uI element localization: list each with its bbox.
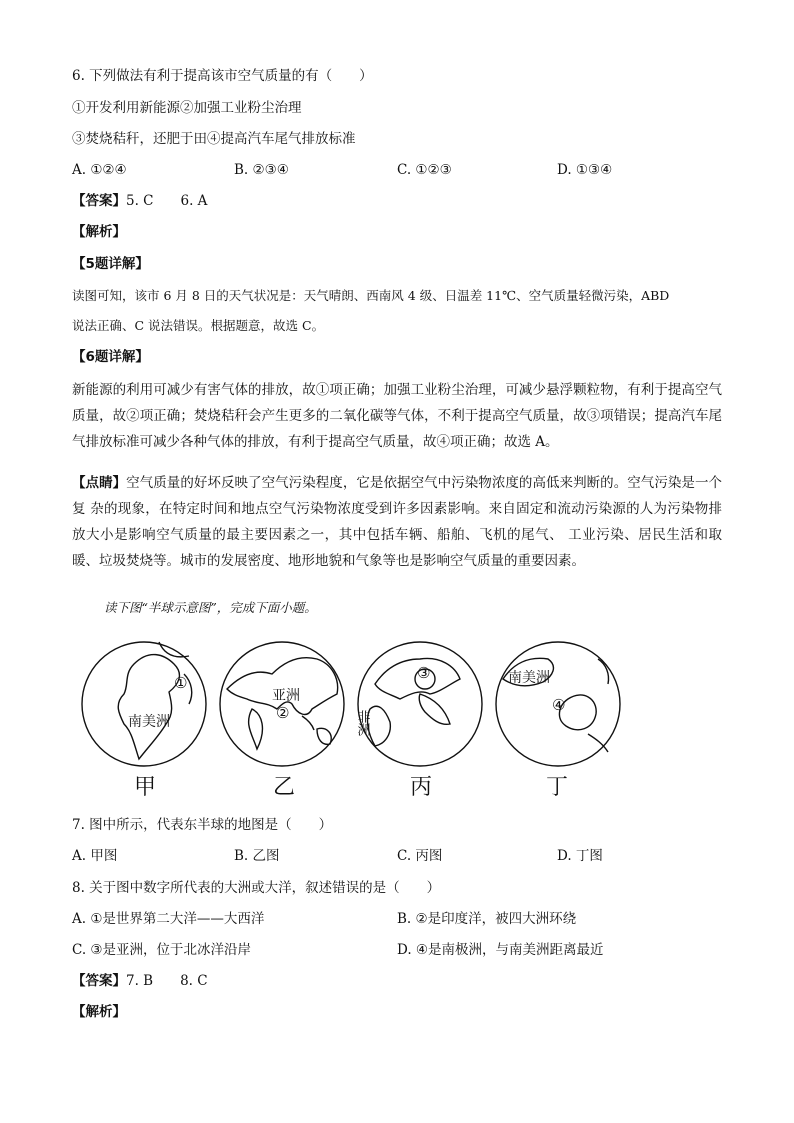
map-bing-number: ③: [417, 664, 431, 682]
map-ding-continent: 南美洲: [508, 670, 550, 686]
q8-option-c: C. ③是亚洲，位于北冰洋沿岸: [72, 942, 252, 958]
q6-option-c: C. ①②③: [397, 162, 452, 178]
q6-option-b: B. ②③④: [234, 162, 289, 178]
detail-6-text: 新能源的利用可减少有害气体的排放，故①项正确；加强工业粉尘治理，可减少悬浮颗粒物，有利于提高空气质量，故②项正确；焚烧秸秆会产生更多的二氧化碳等气体，不利于提高空气质量，故③项错误；提高汽车尾气排放标准可减少各种气体的排放，有利于提高空气质量，故④项正确；故选 A。: [72, 382, 722, 450]
q8-option-d: D. ④是南极洲，与南美洲距离最近: [397, 942, 604, 958]
map-jia: [82, 642, 206, 766]
map-bing: [358, 642, 482, 766]
q6-option-a: A. ①②④: [72, 162, 127, 178]
map-ding-number: ④: [552, 696, 566, 714]
map-label-bing: 丙: [410, 775, 433, 800]
q7-option-c: C. 丙图: [397, 848, 443, 864]
map-intro: 读下图“半球示意图”，完成下面小题。: [104, 600, 317, 615]
detail-5-line-2: 说法正确、C 说法错误。根据题意，故选 C。: [72, 318, 325, 333]
detail-5-heading: 【5题详解】: [72, 256, 149, 272]
q6-choices-line-2: ③焚烧秸秆，还肥于田④提高汽车尾气排放标准: [72, 131, 356, 147]
analysis-heading-2: 【解析】: [72, 1004, 126, 1020]
q8-option-a: A. ①是世界第二大洋——大西洋: [72, 911, 265, 927]
answer-7-8: [72, 971, 208, 991]
q6-choices-line-1: ①开发利用新能源②加强工业粉尘治理: [72, 100, 302, 116]
dianjing-paragraph: [72, 470, 722, 574]
answer-tag: 【答案】: [72, 193, 126, 209]
q6-option-d: D. ①③④: [557, 162, 613, 178]
q7-option-a: A. 甲图: [72, 848, 118, 864]
q7-option-b: B. 乙图: [234, 848, 280, 864]
map-label-jia: 甲: [134, 775, 157, 800]
map-yi-continent: 亚洲: [272, 688, 300, 704]
hemisphere-maps: [70, 640, 630, 768]
dianjing-text: 空气质量的好坏反映了空气污染程度，它是依据空气中污染物浓度的高低来判断的。空气污染是一个复 杂的现象，在特定时间和地点空气污染物浓度受到许多因素影响。来自固定和流动污染源的人为污染物排放大小是影响空气质量的最主要因素之一，其中包括车辆、船舶、飞机的尾气、 工业污染、居民生活和取暖、垃圾焚烧等。城市的发展密度、地形地貌和气象等也是影响空气质量的重要因素。: [72, 475, 723, 569]
map-jia-continent: 南美洲: [128, 714, 170, 730]
q8-stem: 8. 关于图中数字所代表的大洲或大洋，叙述错误的是（ ）: [72, 880, 441, 896]
dianjing-tag: 【点睛】: [72, 475, 127, 491]
map-yi-number: ②: [276, 704, 290, 722]
q7-option-d: D. 丁图: [557, 848, 603, 864]
q7-stem: 7. 图中所示，代表东半球的地图是（ ）: [72, 817, 333, 833]
answer-text: 5. C 6. A: [126, 193, 208, 209]
answer-text-2: 7. B 8. C: [126, 973, 208, 989]
detail-5-line-1: 读图可知，该市 6 月 8 日的天气状况是：天气晴朗、西南风 4 级、日温差 11℃、空气质量轻微污染，ABD: [72, 288, 670, 303]
answer-tag-2: 【答案】: [72, 973, 126, 989]
analysis-heading: 【解析】: [72, 224, 126, 240]
q8-option-b: B. ②是印度洋，被四大洲环绕: [397, 911, 577, 927]
map-label-ding: 丁: [546, 775, 569, 800]
q6-stem: 6. 下列做法有利于提高该市空气质量的有（ ）: [72, 68, 373, 84]
detail-6-paragraph: [72, 377, 722, 455]
answer-5-6: [72, 191, 207, 211]
map-bing-continent: 非洲: [354, 710, 370, 736]
map-label-yi: 乙: [273, 775, 296, 800]
detail-6-heading: 【6题详解】: [72, 349, 149, 365]
map-jia-number: ①: [174, 674, 188, 692]
